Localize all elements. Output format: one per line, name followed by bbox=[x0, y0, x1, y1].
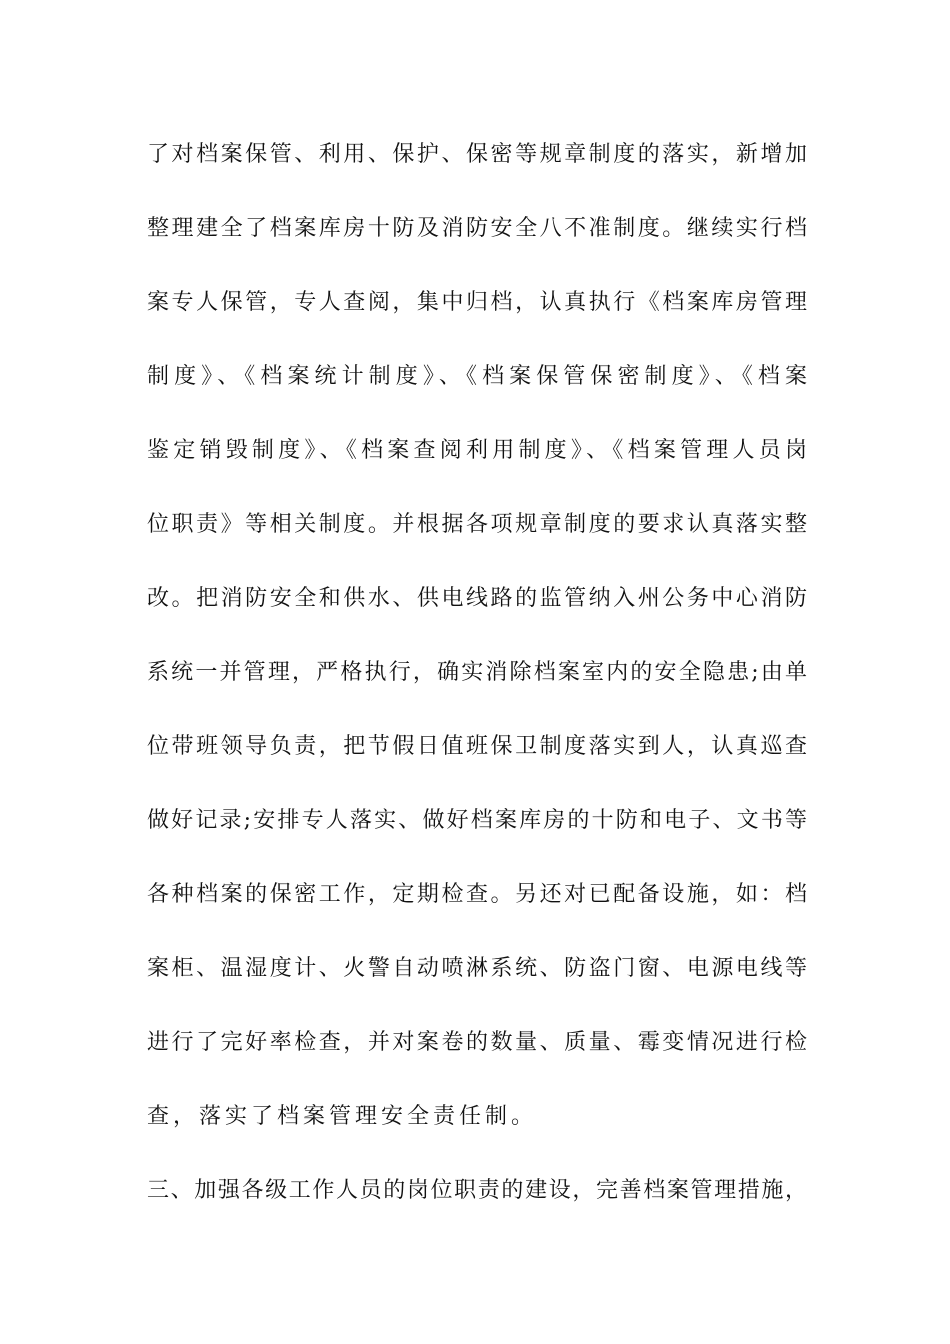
text-line: 进行了完好率检查，并对案卷的数量、质量、霉变情况进行检 bbox=[147, 1030, 807, 1055]
section-heading-line: 三、加强各级工作人员的岗位职责的建设，完善档案管理措施， bbox=[147, 1178, 807, 1203]
text-line: 整理建全了档案库房十防及消防安全八不准制度。继续实行档 bbox=[147, 216, 807, 241]
text-line: 了对档案保管、利用、保护、保密等规章制度的落实，新增加 bbox=[147, 142, 807, 167]
text-line: 案专人保管，专人查阅，集中归档，认真执行《档案库房管理 bbox=[147, 290, 807, 315]
text-line: 位职责》等相关制度。并根据各项规章制度的要求认真落实整 bbox=[147, 512, 807, 537]
text-line: 制度》、《档案统计制度》、《档案保管保密制度》、《档案 bbox=[147, 364, 807, 389]
text-line: 案柜、温湿度计、火警自动喷淋系统、防盗门窗、电源电线等 bbox=[147, 956, 807, 981]
text-line: 各种档案的保密工作，定期检查。另还对已配备设施，如：档 bbox=[147, 882, 807, 907]
text-line: 系统一并管理，严格执行，确实消除档案室内的安全隐患;由单 bbox=[147, 660, 807, 685]
text-line: 查，落实了档案管理安全责任制。 bbox=[147, 1104, 538, 1129]
text-line: 鉴定销毁制度》、《档案查阅利用制度》、《档案管理人员岗 bbox=[147, 438, 807, 463]
text-line: 位带班领导负责，把节假日值班保卫制度落实到人，认真巡查 bbox=[147, 734, 807, 759]
text-line: 改。把消防安全和供水、供电线路的监管纳入州公务中心消防 bbox=[147, 586, 807, 611]
text-line: 做好记录;安排专人落实、做好档案库房的十防和电子、文书等 bbox=[147, 808, 807, 833]
